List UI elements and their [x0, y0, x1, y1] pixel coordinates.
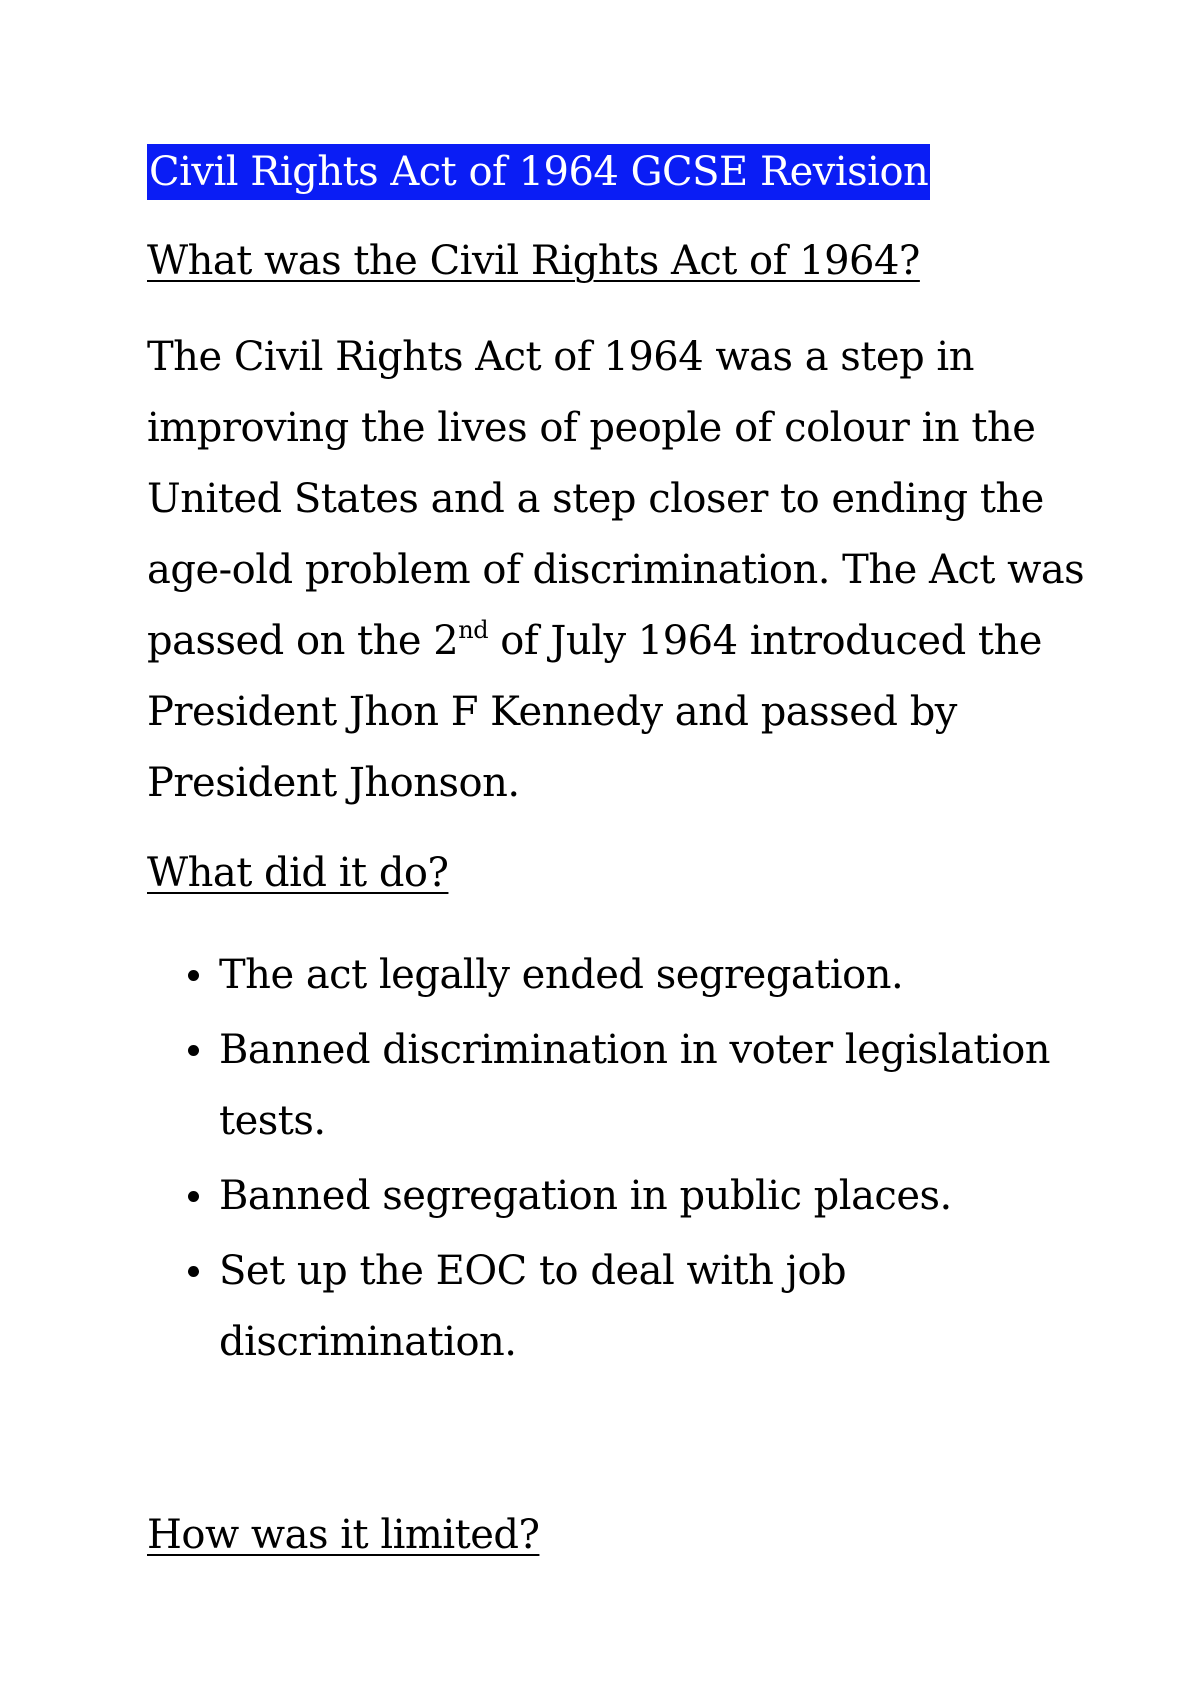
effects-list	[147, 940, 1077, 1382]
list-item-text: Banned segregation in public places.	[219, 1173, 952, 1219]
list-item-text-continued: discrimination.	[219, 1319, 517, 1365]
list-item	[147, 1236, 1077, 1378]
section-heading-what-was: What was the Civil Rights Act of 1964?	[147, 238, 920, 284]
bullet-icon	[188, 1191, 199, 1202]
intro-paragraph	[147, 322, 1085, 819]
document-title: Civil Rights Act of 1964 GCSE Revision	[147, 144, 930, 200]
paragraph-line: age-old problem of discrimination. The Act was	[147, 547, 1085, 593]
bullet-icon	[188, 1045, 199, 1056]
list-item	[147, 940, 1077, 1011]
list-item-text: Set up the EOC to deal with job	[219, 1248, 847, 1294]
paragraph-line: President Jhon F Kennedy and passed by	[147, 689, 957, 735]
date-text-before: passed on the 2	[147, 618, 459, 664]
paragraph-line: improving the lives of people of colour in the	[147, 405, 1036, 451]
list-item-text-continued: tests.	[219, 1098, 326, 1144]
paragraph-line: President Jhonson.	[147, 760, 520, 806]
bullet-icon	[188, 1266, 199, 1277]
list-item	[147, 1015, 1077, 1157]
list-item-text: The act legally ended segregation.	[219, 952, 904, 998]
bullet-icon	[188, 970, 199, 981]
paragraph-line: The Civil Rights Act of 1964 was a step in	[147, 334, 974, 380]
title-container	[147, 144, 930, 200]
date-text-after: of July 1964 introduced the	[488, 618, 1042, 664]
paragraph-line-date	[147, 606, 1077, 677]
section-heading-how-limited: How was it limited?	[147, 1512, 540, 1558]
ordinal-superscript: nd	[458, 616, 489, 644]
paragraph-line: United States and a step closer to ending the	[147, 476, 1044, 522]
list-item-text: Banned discrimination in voter legislation	[219, 1027, 1051, 1073]
list-item	[147, 1161, 1077, 1232]
section-heading-what-did: What did it do?	[147, 850, 449, 896]
